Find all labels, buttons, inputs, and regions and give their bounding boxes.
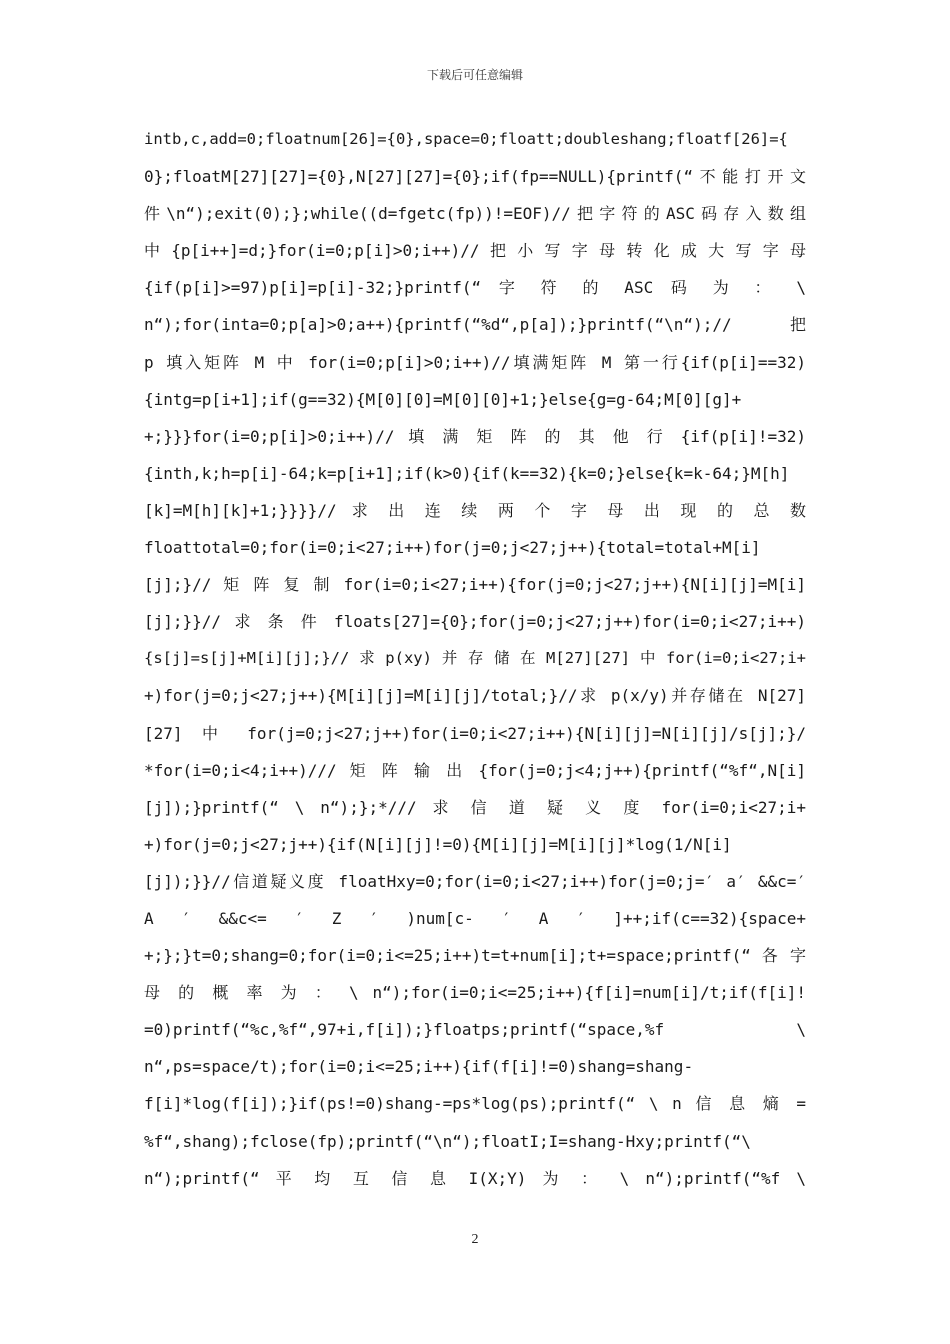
page-header: 下载后可任意编辑	[426, 68, 523, 82]
text-line: =0)printf(“%c,%f“,97+i,f[i]);}floatps;printf(“space,%f \	[144, 1020, 806, 1040]
text-line: p 填入矩阵 M 中 for(i=0;p[i]>0;i++)//填满矩阵 M 第一行{if(p[i]==32)	[144, 352, 806, 372]
text-line: [j];}// 矩 阵 复 制 for(i=0;i<27;i++){for(j=0;j<27;j++){N[i][j]=M[i]	[144, 575, 806, 595]
text-line: intb,c,add=0;floatnum[26]={0},space=0;floatt;doubleshang;floatf[26]={	[144, 130, 788, 148]
text-line: n“);for(inta=0;p[a]>0;a++){printf(“%d“,p[a]);}printf(“\n“);//把	[144, 315, 806, 335]
text-line: [k]=M[h][k]+1;}}}}// 求 出 连 续 两 个 字 母 出 现 的 总 数	[144, 500, 806, 520]
text-line: %f“,shang);fclose(fp);printf(“\n“);floatI;I=shang-Hxy;printf(“\	[144, 1131, 751, 1151]
page-number: 2	[471, 1232, 479, 1247]
text-line: +)for(j=0;j<27;j++){if(N[i][j]!=0){M[i][j]=M[i][j]*log(1/N[i]	[144, 834, 732, 854]
text-line: A ′ &&c<= ′ Z ′ )num[c- ′ A ′ ]++;if(c==32){space+	[144, 908, 806, 928]
code-paragraph	[144, 121, 806, 1197]
text-line: f[i]*log(f[i]);}if(ps!=0)shang-=ps*log(ps);printf(“ \ n 信 息 熵 =	[144, 1094, 806, 1114]
text-line: 件\n“);exit(0);};while((d=fgetc(fp))!=EOF)//把字符的ASC码存入数组	[144, 204, 806, 224]
text-line: {intg=p[i+1];if(g==32){M[0][0]=M[0][0]+1;}else{g=g-64;M[0][g]+	[144, 389, 742, 409]
text-line: +)for(j=0;j<27;j++){M[i][j]=M[i][j]/total;}//求 p(x/y)并存储在 N[27]	[144, 686, 806, 706]
text-line: +;}}}for(i=0;p[i]>0;i++)// 填 满 矩 阵 的 其 他 行 {if(p[i]!=32)	[144, 426, 806, 446]
text-line: [j]);}}//信道疑义度 floatHxy=0;for(i=0;i<27;i++)for(j=0;j=′ a′ &&c=′	[144, 871, 806, 891]
text-line: [j]);}printf(“ \ n“);};*/// 求 信 道 疑 义 度 for(i=0;i<27;i+	[144, 797, 806, 817]
text-line: 母 的 概 率 为 ： \ n“);for(i=0;i<=25;i++){f[i]=num[i]/t;if(f[i]!	[144, 983, 806, 1003]
text-line: n“,ps=space/t);for(i=0;i<=25;i++){if(f[i]!=0)shang=shang-	[144, 1057, 694, 1077]
text-line: 0};floatM[27][27]={0},N[27][27]={0};if(fp==NULL){printf(“不能打开文	[144, 167, 806, 187]
text-line: *for(i=0;i<4;i++)/// 矩 阵 输 出 {for(j=0;j<4;j++){printf(“%f“,N[i]	[144, 760, 806, 780]
text-line: {if(p[i]>=97)p[i]=p[i]-32;}printf(“ 字 符 的 ASC 码 为 ： \	[144, 278, 806, 298]
text-line: n“);printf(“ 平 均 互 信 息 I(X;Y) 为 ： \ n“);printf(“%f \	[144, 1168, 806, 1188]
text-line: [j];}}// 求 条 件 floats[27]={0};for(j=0;j<27;j++)for(i=0;i<27;i++)	[144, 612, 806, 632]
text-line: 中 {p[i++]=d;}for(i=0;p[i]>0;i++)// 把 小 写 字 母 转 化 成 大 写 字 母	[144, 241, 806, 261]
text-line: {s[j]=s[j]+M[i][j];}// 求 p(xy) 并 存 储 在 M[27][27] 中 for(i=0;i<27;i+	[144, 649, 806, 668]
text-line: [27] 中 for(j=0;j<27;j++)for(i=0;i<27;i++){N[i][j]=N[i][j]/s[j];}/	[144, 723, 806, 743]
text-line: {inth,k;h=p[i]-64;k=p[i+1];if(k>0){if(k==32){k=0;}else{k=k-64;}M[h]	[144, 463, 790, 483]
text-line: floattotal=0;for(i=0;i<27;i++)for(j=0;j<27;j++){total=total+M[i]	[144, 538, 761, 558]
text-line: +;};}t=0;shang=0;for(i=0;i<=25;i++)t=t+num[i];t+=space;printf(“ 各 字	[144, 946, 806, 966]
